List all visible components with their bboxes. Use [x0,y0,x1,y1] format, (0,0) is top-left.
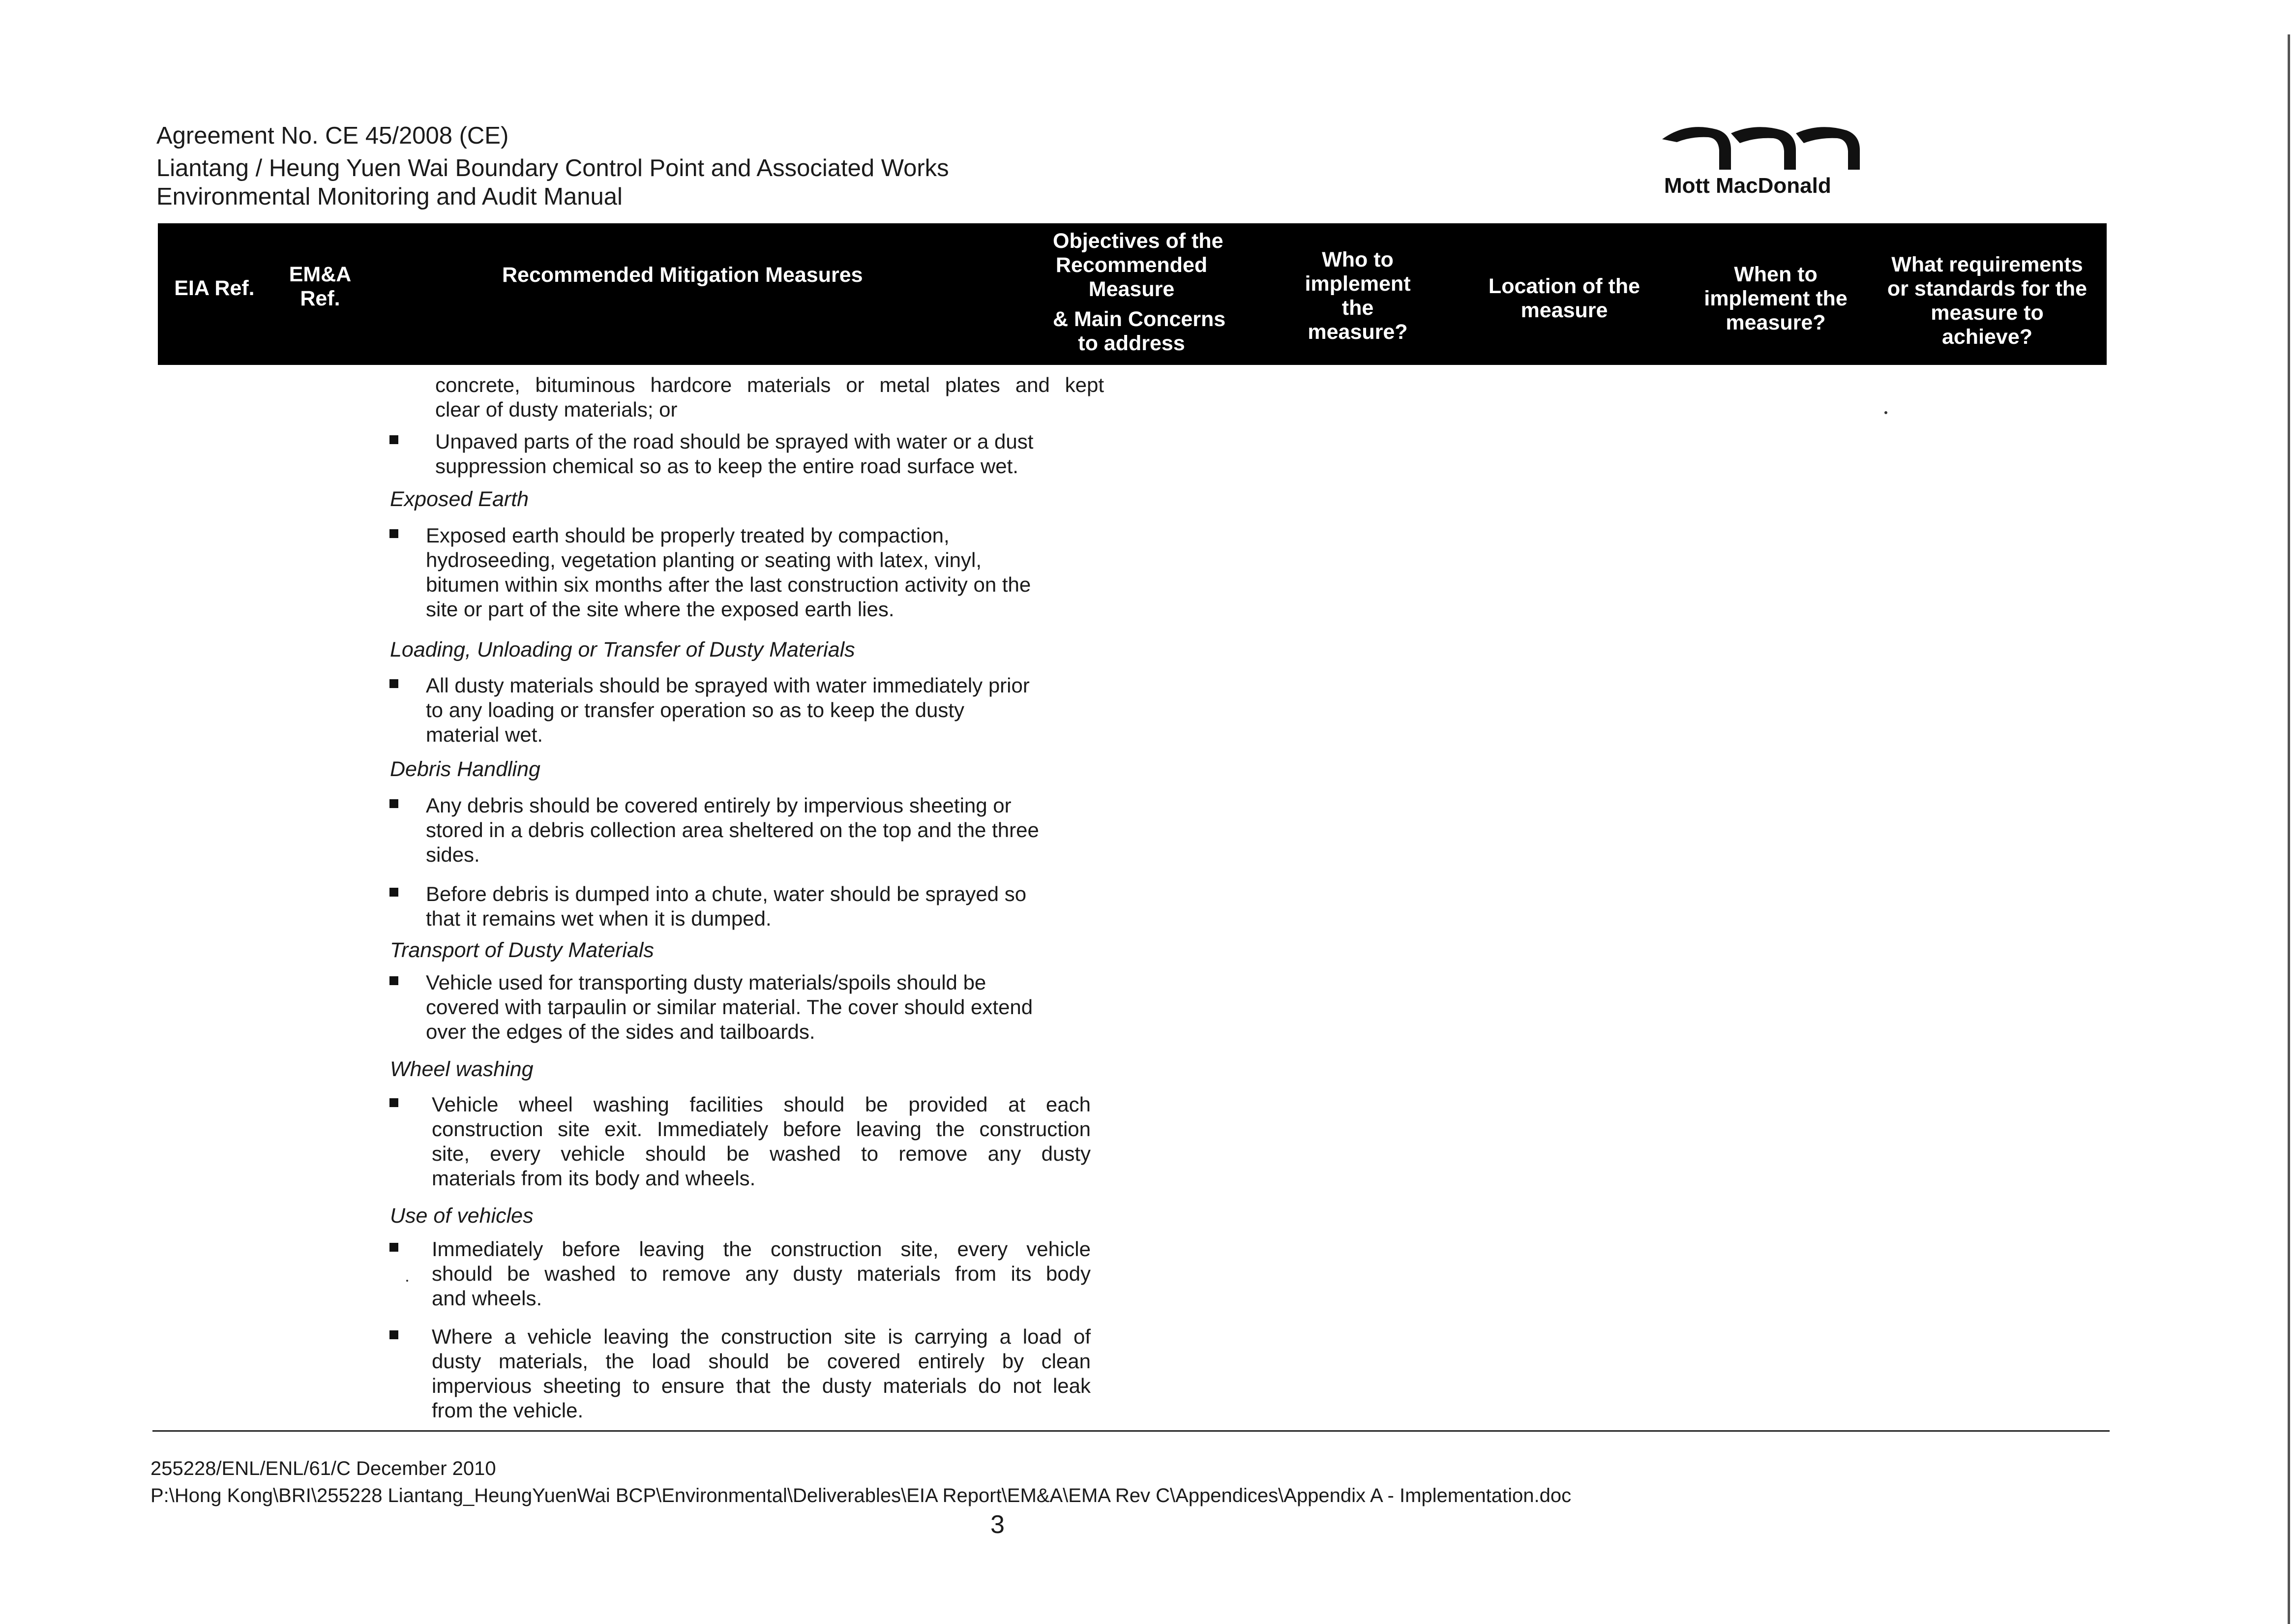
mott-macdonald-logo [1657,120,1864,199]
scan-edge [2288,34,2290,1624]
page-number: 3 [990,1510,1005,1539]
list-item: Exposed earth should be properly treated by compaction, hydroseeding, vegetation planting or seating with latex, vinyl, bitumen within six months after the last construction activity on the site or part of the site where the exposed earth lies. [426,524,1031,621]
subheading-loading: Loading, Unloading or Transfer of Dusty Materials [390,638,855,662]
col-location: Location of the measure [1488,274,1640,322]
table-header [158,223,2107,365]
scan-speck [406,1280,408,1282]
list-item: Immediately before leaving the construction site, every vehicle should be washed to remove any dusty materials from its body and wheels. [432,1237,1091,1310]
list-item: Unpaved parts of the road should be sprayed with water or a dust suppression chemical so as to keep the entire road surface wet. [435,430,1034,478]
subheading-transport: Transport of Dusty Materials [390,938,654,962]
col-who-to-implement: Who to implement the measure? [1305,248,1411,344]
manual-title: Environmental Monitoring and Audit Manual [156,183,623,210]
list-item: All dusty materials should be sprayed with water immediately prior to any loading or transfer operation so as to keep the dusty material wet. [426,674,1030,746]
footer-rule [152,1430,2110,1432]
subheading-use-of-vehicles: Use of vehicles [390,1204,534,1228]
col-ema-ref: EM&A Ref. [289,263,352,310]
col-eia-ref: EIA Ref. [174,276,255,300]
subheading-exposed-earth: Exposed Earth [390,487,529,511]
list-item: Vehicle used for transporting dusty materials/spoils should be covered with tarpaulin or similar material. The cover should extend over the edges of the sides and tailboards. [426,971,1033,1043]
logo-text: Mott MacDonald [1664,174,1831,198]
subheading-wheel-washing: Wheel washing [390,1057,534,1081]
file-path: P:\Hong Kong\BRI\255228 Liantang_HeungYuenWai BCP\Environmental\Deliverables\EIA Report\EM&A\EMA Rev C\Appendices\Appendix A - Implementation.doc [150,1485,1572,1506]
col-objectives: Objectives of the Recommended Measure & Main Concerns to address [1053,229,1226,355]
list-item: Before debris is dumped into a chute, water should be sprayed so that it remains wet when it is dumped. [426,882,1027,930]
bullet-icon [389,529,398,538]
col-requirements: What requirements or standards for the measure to achieve? [1887,253,2087,349]
logo-mark-icon [1657,120,1864,175]
scan-speck [1884,411,1887,414]
bullet-icon [389,435,398,444]
col-when-to-implement: When to implement the measure? [1704,263,1848,334]
agreement-number: Agreement No. CE 45/2008 (CE) [156,122,509,149]
bullet-icon [389,1098,398,1107]
subheading-debris-handling: Debris Handling [390,757,540,781]
bullet-icon [389,799,398,808]
bullet-icon [389,1243,398,1252]
project-title: Liantang / Heung Yuen Wai Boundary Control Point and Associated Works [156,155,949,181]
bullet-icon [389,679,398,688]
bullet-icon [389,976,398,985]
list-item: Where a vehicle leaving the construction site is carrying a load of dusty materials, the load should be covered entirely by clean impervious sheeting to ensure that the dusty materials do not leak from the vehicle. [432,1325,1091,1422]
bullet-icon [389,1330,398,1339]
document-reference: 255228/ENL/ENL/61/C December 2010 [150,1458,496,1479]
list-item: Any debris should be covered entirely by impervious sheeting or stored in a debris collection area sheltered on the top and the three sides. [426,794,1039,866]
continued-paragraph: concrete, bituminous hardcore materials or metal plates and kept clear of dusty materials; or [435,373,1104,421]
bullet-icon [389,888,398,897]
list-item: Vehicle wheel washing facilities should be provided at each construction site exit. Immediately before leaving the construction site, every vehicle should be washed to remove any dusty materials from its body and wheels. [432,1093,1091,1190]
col-mitigation-measures: Recommended Mitigation Measures [502,263,863,287]
